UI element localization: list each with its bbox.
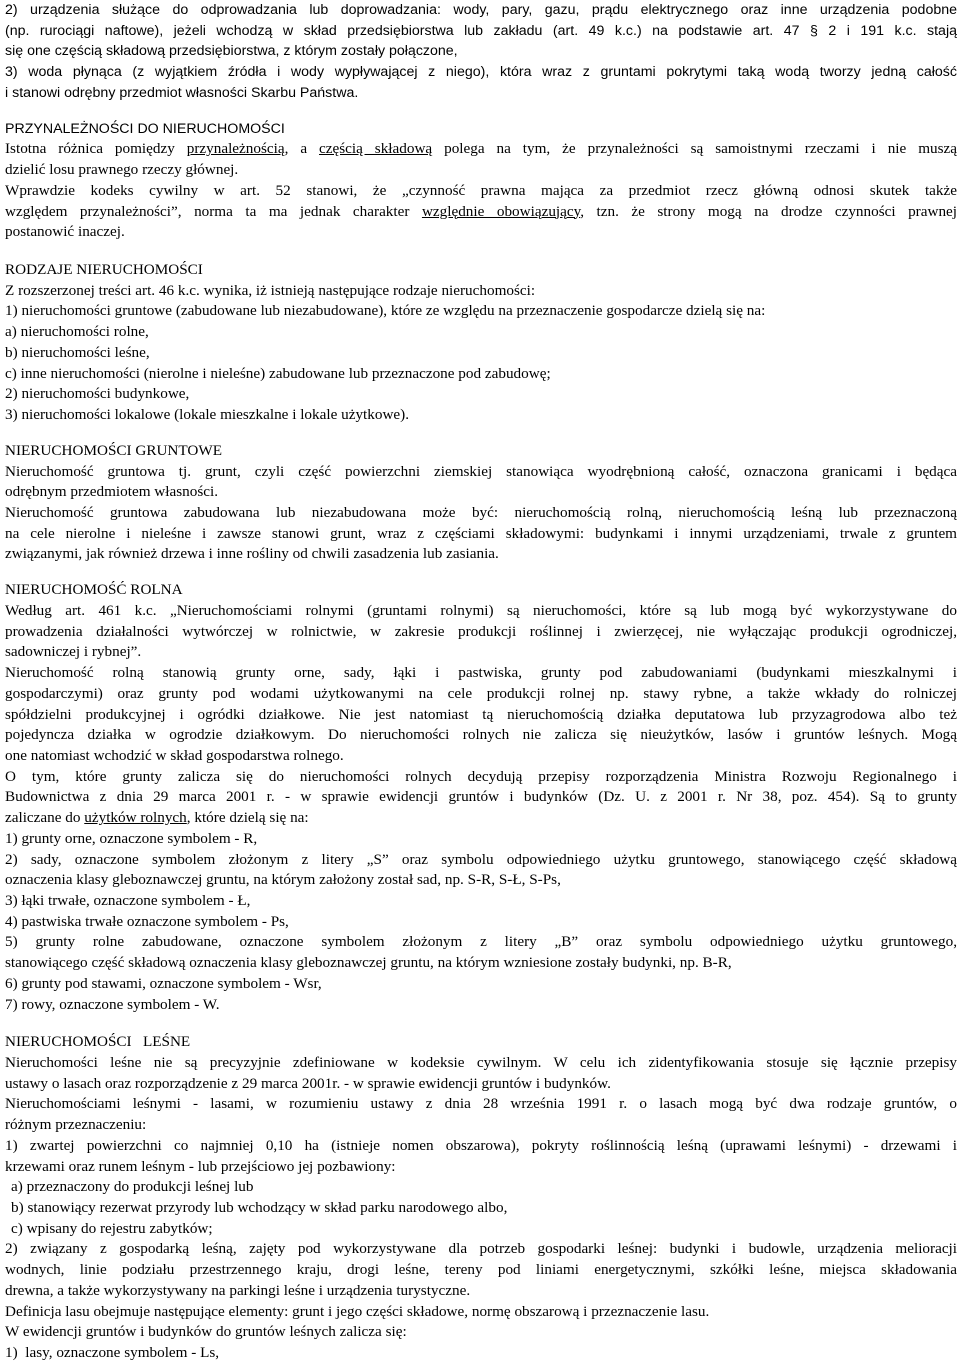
list-item: 4) pastwiska trwałe oznaczone symbolem - Ps, [5, 912, 289, 930]
paragraph-line: gospodarczymi) oraz grunty pod wodami użytkowanymi na cele produkcji rolnej np. stawy rybne, a także wkłady do rolniczej [5, 684, 957, 702]
list-item: 2) nieruchomości budynkowe, [5, 385, 190, 403]
underlined-term: przynależnością [186, 140, 285, 158]
list-item: 2) sady, oznaczone symbolem złożonym z litery „S” oraz symbolu odpowiedniego użytku gruntowego, stanowiącego część składową [5, 850, 957, 868]
underlined-term: względnie obowiązujący [421, 202, 581, 220]
paragraph-line: Nieruchomość gruntowa zabudowana lub niezabudowana może być: nieruchomością rolną, nieruchomością leśną lub przeznaczoną [5, 503, 957, 521]
paragraph-line: pojedyncza działka w ogrodzie działkowym. Do nieruchomości rolnych nie zalicza się nieużytków, lasów i gruntów leśnych. Mogą [5, 726, 957, 744]
list-item: b) stanowiący rezerwat przyrody lub wchodzący w skład parku narodowego albo, [11, 1199, 508, 1216]
paragraph-line: Budownictwa z dnia 29 marca 2001 r. - w sprawie ewidencji gruntów i budynków (Dz. U. z 2001 r. Nr 38, poz. 454). Są to grunty [5, 788, 957, 806]
paragraph-line: spółdzielni produkcyjnej i ogródki działkowe. Nie jest natomiast tą nieruchomością działka deputatowa lub przyzagrodowa albo też [5, 705, 957, 723]
section-heading-przynaleznosci: PRZYNALEŻNOŚCI DO NIERUCHOMOŚCI [5, 120, 285, 137]
paragraph-line: względem przynależności”, norma ta ma jednak charakter względnie obowiązujący, tzn. że strony mogą na drodze czynności prawnej [5, 202, 957, 220]
section-heading-gruntowe: NIERUCHOMOŚCI GRUNTOWE [5, 441, 222, 459]
paragraph-line: Nieruchomość rolną stanowią grunty orne, sady, łąki i pastwiska, grunty pod zabudowaniami (budynkami mieszkalnymi i [5, 664, 957, 681]
paragraph-line: Nieruchomość gruntowa tj. grunt, czyli część powierzchni ziemskiej stanowiąca wyodrębnioną całość, oznaczona granicami i będąca [5, 462, 957, 480]
paragraph-line: zaliczane do użytków rolnych, które dzielą się na: [5, 809, 309, 827]
list-item: stanowiącego część składową oznaczenia klasy gleboznawczej gruntu, na którym wzniesione zostały budynki, np. B-R, [5, 954, 732, 972]
paragraph-line: związanymi, jak również drzewa i inne rośliny od chwili zasadzenia lub zasiania. [5, 545, 499, 563]
paragraph-line: (np. rurociągi naftowe), jeżeli wchodzą w skład przedsiębiorstwa lub zakładu (art. 49 k.c.) na podstawie art. 47 § 2 i 191 k.c. stają [5, 22, 957, 39]
paragraph-line: na cele nierolne i nieleśne i zawsze stanowi grunt, wraz z częściami składowymi: budynkami i innymi urządzeniami, trwale z gruntem [5, 524, 957, 542]
paragraph-line: odrębnym przedmiotem własności. [5, 483, 218, 501]
list-item: krzewami oraz runem leśnym - lub przejściowo jej pozbawiony: [5, 1157, 396, 1175]
list-item: 1) grunty orne, oznaczone symbolem - R, [5, 829, 258, 847]
paragraph-line: O tym, które grunty zalicza się do nieruchomości rolnych decydują przepisy rozporządzenia Ministra Rozwoju Regionalnego i [5, 767, 957, 785]
list-item: 6) grunty pod stawami, oznaczone symbolem - Wsr, [5, 974, 322, 992]
paragraph-line: postanowić inaczej. [5, 223, 125, 241]
list-item: a) nieruchomości rolne, [5, 323, 149, 341]
paragraph-line: Wprawdzie kodeks cywilny w art. 52 stanowi, że „czynność prawna mająca za przedmiot rzecz główną odnosi skutek także [5, 181, 957, 199]
paragraph-line: Istotna różnica pomiędzy przynależnością, a częścią składową polega na tym, że przynależności są samoistnymi rzeczami i nie muszą [5, 140, 957, 158]
paragraph-line: Nieruchomościami leśnymi - lasami, w rozumieniu ustawy z dnia 28 września 1991 r. o lasach mogą być dwa rodzaje gruntów, o [5, 1095, 957, 1113]
paragraph-line: różnym przeznaczeniu: [5, 1116, 147, 1134]
underlined-term: częścią składową [319, 140, 433, 158]
list-item: oznaczenia klasy gleboznawczej gruntu, na którym założony został sad, np. S-R, S-Ł, S-Ps, [5, 871, 561, 889]
paragraph-line: ustawy o lasach oraz rozporządzenie z 29 marca 2001r. - w sprawie ewidencji gruntów i budynków. [5, 1074, 611, 1092]
list-item: c) inne nieruchomości (nierolne i nieleśne) zabudowane lub przeznaczone pod zabudowę; [5, 364, 551, 382]
list-item: 3) nieruchomości lokalowe (lokale mieszkalne i lokale użytkowe). [5, 406, 410, 423]
section-heading-lesne: NIERUCHOMOŚCI LEŚNE [5, 1033, 191, 1051]
paragraph-line: 2) urządzenia służące do odprowadzania lub doprowadzania: wody, pary, gazu, prądu elektrycznego oraz inne urządzenia podobne [5, 2, 957, 18]
paragraph-line: W ewidencji gruntów i budynków do gruntów leśnych zalicza się: [5, 1323, 407, 1341]
paragraph-line: prowadzenia działalności wytwórczej w rolnictwie, w zakresie produkcji roślinnej i zwierzęcej, nie wyłączając produkcji ogrodniczej, [5, 622, 957, 640]
list-item: c) wpisany do rejestru zabytków; [11, 1219, 213, 1237]
list-item: b) nieruchomości leśne, [5, 343, 150, 361]
paragraph-line: dzielić losu prawnego rzeczy głównej. [5, 161, 239, 179]
paragraph-line: Nieruchomości leśne nie są precyzyjnie zdefiniowane w kodeksie cywilnym. W celu ich zidentyfikowania stosuje się łącznie przepisy [5, 1053, 957, 1071]
paragraph-line: i stanowi odrębny przedmiot własności Skarbu Państwa. [5, 84, 359, 101]
paragraph-line: one natomiast wchodzić w skład gospodarstwa rolnego. [5, 746, 344, 764]
paragraph-line: Z rozszerzonej treści art. 46 k.c. wynika, iż istnieją następujące rodzaje nieruchomości: [5, 281, 536, 299]
list-item: 1) zwartej powierzchni co najmniej 0,10 ha (istnieje nomen obszarowa), pokryty roślinnością leśną (uprawami leśnymi) - drzewami i [5, 1136, 957, 1154]
paragraph-line: sadowniczej i rybnej”. [5, 643, 142, 661]
paragraph-line: 3) woda płynąca (z wyjątkiem źródła i wody wypływającej z niego), która wraz z gruntami pokrytymi taką wodą tworzy jedną całość [5, 64, 957, 81]
list-item: 1) lasy, oznaczone symbolem - Ls, [5, 1344, 220, 1361]
list-item: 2) związany z gospodarką leśną, zajęty pod wykorzystywane dla potrzeb gospodarki leśnej: budynki i budowle, urządzenia melioracji [5, 1240, 957, 1258]
section-heading-rolna: NIERUCHOMOŚĆ ROLNA [5, 581, 183, 599]
list-item: drewna, a także wykorzystywany na parkingi leśne i urządzenia turystyczne. [5, 1281, 471, 1299]
list-item: 7) rowy, oznaczone symbolem - W. [5, 995, 220, 1013]
list-item: 3) łąki trwałe, oznaczone symbolem - Ł, [5, 891, 251, 909]
list-item: 5) grunty rolne zabudowane, oznaczone symbolem złożonym z litery „B” oraz symbolu odpowiedniego użytku gruntowego, [5, 933, 957, 951]
paragraph-line: Definicja lasu obejmuje następujące elementy: grunt i jego części składowe, normę obszarową i przeznaczenie lasu. [5, 1302, 710, 1320]
list-item: 1) nieruchomości gruntowe (zabudowane lub niezabudowane), które ze względu na przeznaczenie gospodarcze dzielą się na: [5, 302, 766, 320]
list-item: a) przeznaczony do produkcji leśnej lub [11, 1178, 254, 1196]
underlined-term: użytków rolnych [84, 809, 187, 827]
paragraph-line: Według art. 461 k.c. „Nieruchomościami rolnymi (gruntami rolnymi) są nieruchomości, które są lub mogą być wykorzystywane do [5, 601, 957, 619]
section-heading-rodzaje: RODZAJE NIERUCHOMOŚCI [5, 260, 203, 278]
paragraph-line: się one częścią składową przedsiębiorstwa, z którym zostały połączone, [5, 43, 458, 60]
list-item: wodnych, linie podziału przestrzennego kraju, drogi leśne, tereny pod liniami energetycznymi, szkółki leśne, miejsca składowania [5, 1261, 957, 1279]
